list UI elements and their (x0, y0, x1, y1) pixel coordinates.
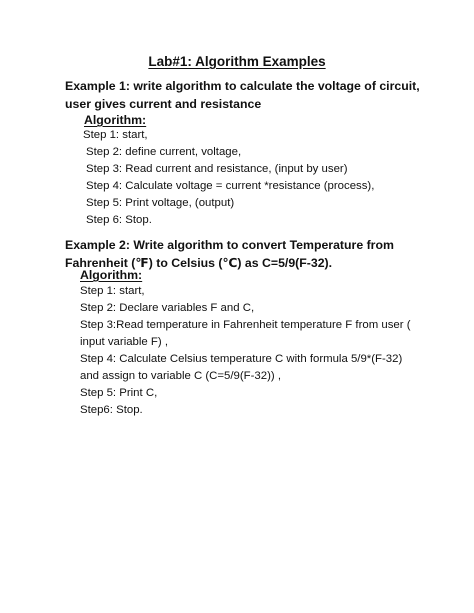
example-2-step: Step 1: start, (80, 285, 145, 297)
example-1-step: Step 2: define current, voltage, (86, 146, 242, 158)
example-2-algorithm-label: Algorithm: (80, 268, 143, 282)
page-title: Lab#1: Algorithm Examples (148, 54, 326, 69)
example-1-step: Step 5: Print voltage, (output) (86, 197, 235, 209)
example-2-step: Step 4: Calculate Celsius temperature C with formula 5/9*(F-32) and assign to variable C (C=5/9(F-32)) , (80, 353, 403, 382)
example-1-step: Step 3: Read current and resistance, (input by user) (86, 163, 348, 175)
example-1-step: Step 1: start, (83, 129, 148, 141)
example-1-algorithm-label: Algorithm: (84, 113, 147, 127)
example-2-step: Step 2: Declare variables F and C, (80, 302, 255, 314)
example-1-heading: Example 1: write algorithm to calculate the voltage of circuit, user gives current and resistance (65, 79, 420, 111)
example-2-step: Step 3:Read temperature in Fahrenheit temperature F from user ( input variable F) , (80, 319, 411, 348)
example-1-step: Step 4: Calculate voltage = current *resistance (process), (86, 180, 375, 192)
example-2-step: Step6: Stop. (80, 404, 143, 416)
example-1-step: Step 6: Stop. (86, 214, 152, 226)
example-2-heading: Example 2: Write algorithm to convert Temperature from Fahrenheit (℉) to Celsius (℃) as C=5/9(F-32). (65, 238, 394, 270)
example-2-step: Step 5: Print C, (80, 387, 158, 399)
